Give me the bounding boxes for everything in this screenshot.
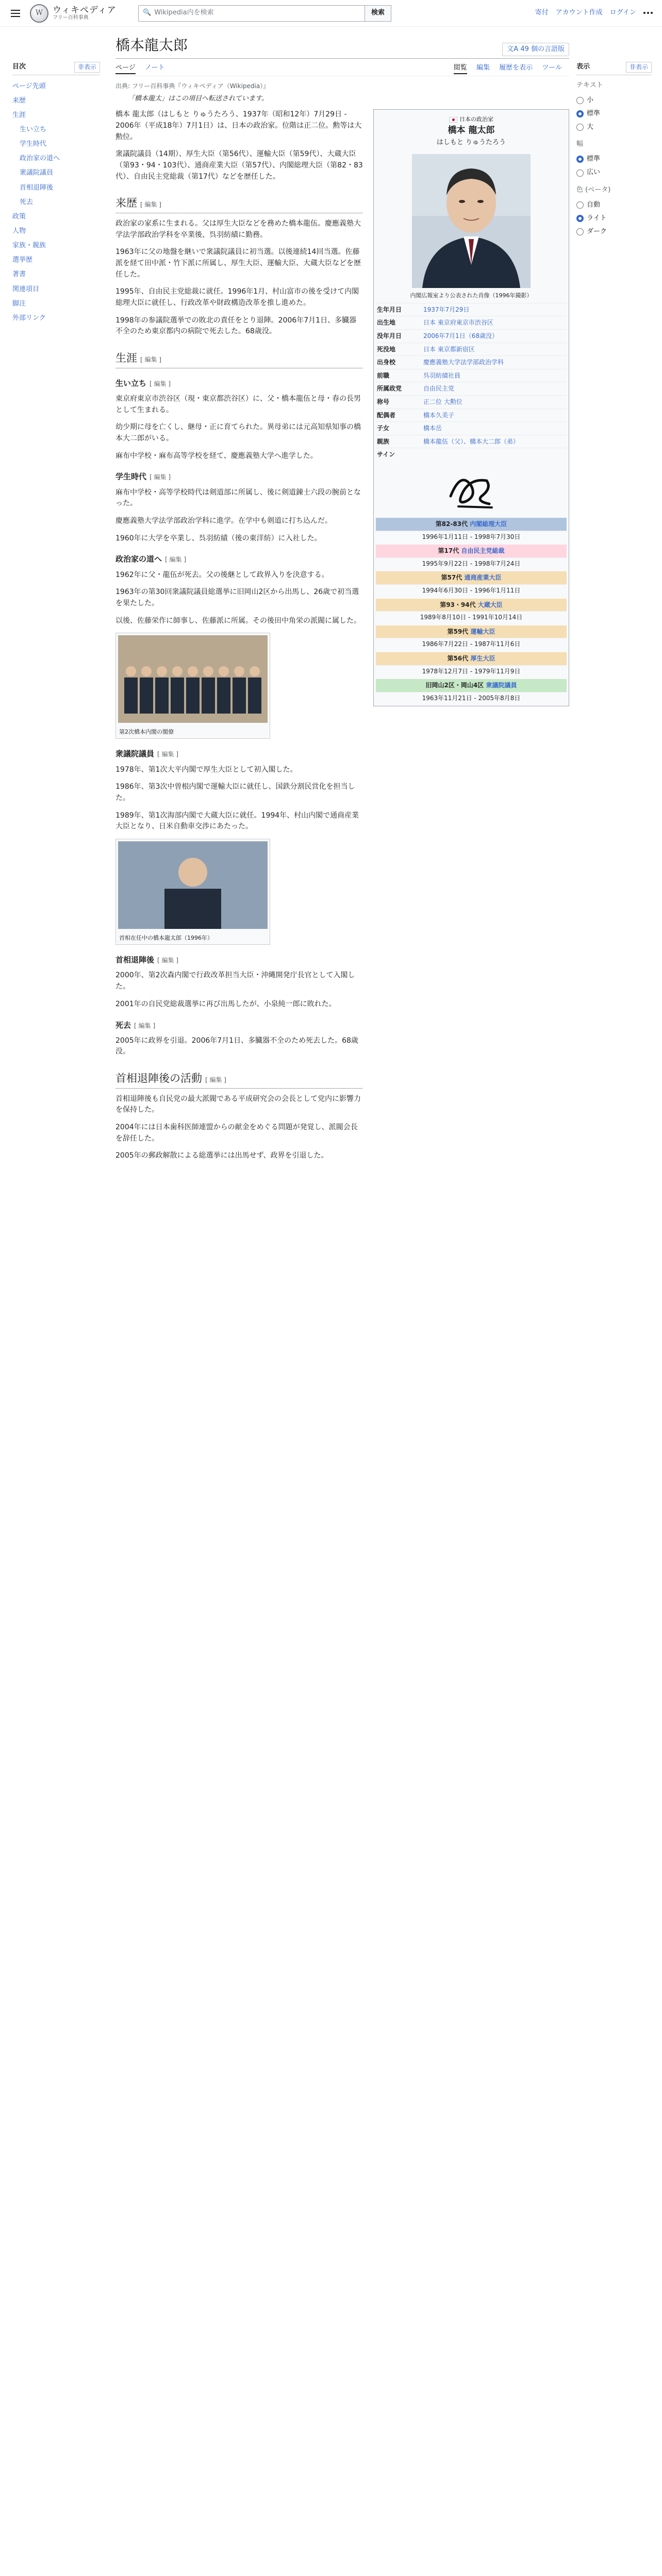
paragraph: 1998年の参議院選挙での敗北の責任をとり退陣。2006年7月1日、多臓器不全のため東京都内の病院で死去した。68歳没。 xyxy=(115,316,357,336)
paragraph: 1978年、第1次大平内閣で厚生大臣として初入閣した。 xyxy=(115,765,297,774)
paragraph: 政治家の家系に生まれる。父は厚生大臣などを務めた橋本龍伍。慶應義塾大学法学部政治学科を卒業後、呉羽紡績に勤務。 xyxy=(115,219,361,239)
source-note: 出典: フリー百科事典『ウィキペディア（Wikipedia）』 xyxy=(115,82,270,90)
infobox-value[interactable]: 日本 東京都新宿区 xyxy=(423,345,475,353)
width-label: 幅 xyxy=(576,140,584,148)
office-number: 第57代 xyxy=(441,574,462,582)
toc-list xyxy=(12,79,100,326)
office-term: 1986年7月22日 - 1987年11月6日 xyxy=(376,638,567,650)
toc-item[interactable]: 政策 xyxy=(12,212,26,221)
section-heading xyxy=(115,471,363,483)
infobox-row xyxy=(376,448,567,461)
figure-caption: 第2次橋本内閣の閣僚 xyxy=(119,728,174,736)
infobox-value[interactable]: 橋本久美子 xyxy=(423,411,455,419)
paragraph: 麻布中学校・麻布高等学校を経て、慶應義塾大学へ進学した。 xyxy=(115,451,318,460)
section-heading-text: 生い立ち xyxy=(115,378,147,388)
office-term: 1989年8月10日 - 1991年10月14日 xyxy=(376,611,567,623)
paragraph: 1963年に父の地盤を継いで衆議院議員に初当選。以後連続14回当選。佐藤派を経て田中派・竹下派に所属し、厚生大臣、運輸大臣、大蔵大臣などを歴任した。 xyxy=(115,248,361,279)
radio-selected-icon xyxy=(576,215,584,222)
more-options-icon[interactable] xyxy=(643,12,654,14)
office-term: 1978年12月7日 - 1979年11月9日 xyxy=(376,665,567,677)
appearance-hide-button[interactable]: 非表示 xyxy=(626,62,652,73)
office-term: 1996年1月11日 - 1998年7月30日 xyxy=(376,531,567,543)
infobox-value[interactable]: 1937年7月29日 xyxy=(423,306,470,313)
section-heading xyxy=(115,378,363,389)
infobox xyxy=(373,109,569,706)
paragraph: 1962年に父・龍伍が死去。父の後継として政界入りを決意する。 xyxy=(115,570,329,579)
tab-history[interactable]: 履歴を表示 xyxy=(499,64,533,72)
toc-item[interactable]: 生い立ち xyxy=(20,126,47,134)
toc-item[interactable]: 著書 xyxy=(12,270,26,279)
section-heading xyxy=(115,1070,363,1089)
paragraph: 2005年に政界を引退。2006年7月1日、多臓器不全のため死去した。68歳没。 xyxy=(115,1036,358,1056)
toc-item[interactable]: 政治家の道へ xyxy=(20,155,60,163)
tab-tools[interactable]: ツール xyxy=(542,64,562,72)
office-term: 1995年9月22日 - 1998年7月24日 xyxy=(376,557,567,570)
paragraph: 2000年、第2次森内閣で行政改革担当大臣・沖縄開発庁長官として入閣した。 xyxy=(115,971,355,991)
paragraph: 幼少期に母を亡くし、継母・正に育てられた。異母弟には元高知県知事の橋本大二郎がいる。 xyxy=(115,423,361,443)
infobox-row xyxy=(376,395,567,409)
infobox-row xyxy=(376,355,567,369)
infobox-key: 所属政党 xyxy=(377,385,402,393)
toc-hide-button[interactable]: 非表示 xyxy=(74,62,100,73)
radio-label: 標準 xyxy=(587,109,601,117)
infobox-key: 出生地 xyxy=(377,319,396,327)
infobox-row xyxy=(376,421,567,435)
office-heading xyxy=(376,679,567,692)
infobox-value[interactable]: 橋本岳 xyxy=(423,425,442,432)
search-form xyxy=(138,5,391,22)
figure-thumbnail[interactable] xyxy=(115,633,270,739)
text-size-standard[interactable] xyxy=(576,107,652,121)
width-standard[interactable] xyxy=(576,152,652,166)
create-account-link[interactable]: アカウント作成 xyxy=(555,9,603,17)
section-heading xyxy=(115,350,363,368)
width-wide[interactable] xyxy=(576,166,652,179)
office-heading xyxy=(376,571,567,584)
donate-link[interactable]: 寄付 xyxy=(535,9,549,17)
infobox-row xyxy=(376,382,567,395)
office-term: 1963年11月21日 - 2005年8月8日 xyxy=(376,692,567,704)
toc-item[interactable]: 衆議院議員 xyxy=(20,169,54,177)
edit-section-link[interactable]: [ 編集 ] xyxy=(140,201,161,209)
edit-section-link[interactable]: [ 編集 ] xyxy=(157,957,179,964)
tagline: フリー百科事典 xyxy=(53,15,89,21)
infobox-key: 称号 xyxy=(377,398,390,405)
infobox-key: 死没地 xyxy=(377,345,396,353)
section-heading xyxy=(115,748,363,760)
lead-paragraph: 橋本 龍太郎（はしもと りゅうたろう、1937年（昭和12年）7月29日 - 2006年（平成18年）7月1日）は、日本の政治家。位階は正二位。勲等は大勲位。 xyxy=(115,110,362,141)
infobox-value[interactable]: 慶應義塾大学法学部政治学科 xyxy=(423,359,504,366)
office-number: 第93・94代 xyxy=(440,601,476,608)
paragraph: 2005年の郵政解散による総選挙には出馬せず、政界を引退した。 xyxy=(115,1151,328,1160)
toc-item[interactable]: 首相退陣後 xyxy=(20,183,54,192)
article-main xyxy=(115,34,569,1168)
office-title[interactable]: 自由民主党総裁 xyxy=(461,547,505,555)
radio-label: 小 xyxy=(587,96,594,104)
office-number: 第59代 xyxy=(447,628,469,635)
tab-read[interactable]: 閲覧 xyxy=(454,64,467,74)
language-count: 49 個の言語版 xyxy=(520,45,565,54)
radio-label: 大 xyxy=(587,123,594,131)
toc-item[interactable]: 関連項目 xyxy=(12,285,40,293)
paragraph: 1963年の第30回衆議院議員総選挙に旧岡山2区から出馬し、26歳で初当選を果たした。 xyxy=(115,588,359,607)
section-heading xyxy=(115,1020,363,1031)
radio-icon xyxy=(576,124,584,131)
signature-image xyxy=(376,461,567,516)
infobox-key: 前職 xyxy=(377,371,390,379)
infobox-row xyxy=(376,329,567,343)
color-light[interactable] xyxy=(576,212,652,225)
infobox-value[interactable]: 日本 東京府東京市渋谷区 xyxy=(423,319,493,327)
main-menu-icon[interactable] xyxy=(8,6,23,21)
section-heading-text: 来歴 xyxy=(115,197,137,210)
toc-item[interactable]: 外部リンク xyxy=(12,314,46,322)
paragraph: 以後、佐藤栄作に師事し、佐藤派に所属。その後田中角栄の派閥に属した。 xyxy=(115,616,361,625)
edit-section-link[interactable]: [ 編集 ] xyxy=(150,380,171,387)
toc-title: 目次 xyxy=(12,63,26,71)
site-logo[interactable] xyxy=(30,4,128,23)
radio-icon xyxy=(576,228,584,235)
office-number: 旧岡山2区・岡山4区 xyxy=(425,682,484,689)
infobox-value[interactable]: 2006年7月1日（68歳没） xyxy=(423,332,499,340)
infobox-key: 没年月日 xyxy=(377,332,402,340)
language-icon: 文A xyxy=(507,45,521,54)
tab-edit[interactable]: 編集 xyxy=(476,64,490,72)
infobox-key: 配偶者 xyxy=(377,411,396,419)
office-heading xyxy=(376,652,567,665)
infobox-row xyxy=(376,435,567,448)
edit-section-link[interactable]: [ 編集 ] xyxy=(205,1076,226,1084)
paragraph: 東京府東京市渋谷区（現・東京都渋谷区）に、父・橋本龍伍と母・春の長男として生まれる。 xyxy=(115,394,361,414)
text-size-large[interactable] xyxy=(576,121,652,134)
section-heading-text: 学生時代 xyxy=(115,472,147,482)
infobox-key: 出身校 xyxy=(377,359,396,366)
toc-item[interactable]: 人物 xyxy=(12,227,26,235)
paragraph: 首相退陣後も自民党の最大派閥である平成研究会の会長として党内に影響力を保持した。 xyxy=(115,1094,361,1114)
paragraph: 1986年、第3次中曽根内閣で運輸大臣に就任し、国鉄分割民営化を担当した。 xyxy=(115,783,355,803)
paragraph: 慶應義塾大学法学部政治学科に進学。在学中も剣道に打ち込んだ。 xyxy=(115,516,332,525)
infobox-row xyxy=(376,409,567,422)
infobox-row xyxy=(376,369,567,382)
tab-page[interactable]: ページ xyxy=(115,64,136,74)
appearance-title: 表示 xyxy=(576,63,590,71)
tab-talk[interactable]: ノート xyxy=(144,64,165,72)
text-size-label: テキスト xyxy=(576,81,603,89)
figure-image xyxy=(118,841,268,929)
language-selector[interactable] xyxy=(502,43,569,56)
section-heading-text: 衆議院議員 xyxy=(115,749,155,759)
wikipedia-globe-icon: W xyxy=(30,4,48,23)
radio-icon xyxy=(576,201,584,209)
table-of-contents xyxy=(12,62,100,326)
figure-thumbnail[interactable] xyxy=(115,839,270,945)
wordmark: ウィキペディア xyxy=(53,5,117,15)
office-title[interactable]: 衆議院議員 xyxy=(486,682,517,689)
hatnote: 「橋本龍太」はこの項目へ転送されています。 xyxy=(128,95,268,103)
infobox-offices xyxy=(376,518,567,704)
user-links xyxy=(535,8,654,18)
infobox-rows xyxy=(376,303,567,461)
section-heading xyxy=(115,195,363,213)
paragraph: 1960年に大学を卒業し、呉羽紡績（後の東洋紡）に入社した。 xyxy=(115,534,322,543)
radio-icon xyxy=(576,97,584,104)
office-number: 第82-83代 xyxy=(435,520,468,528)
toc-item[interactable]: 死去 xyxy=(20,198,34,206)
radio-selected-icon xyxy=(576,110,584,117)
search-button[interactable]: 検索 xyxy=(365,5,391,22)
toc-item[interactable]: 選挙歴 xyxy=(12,256,33,264)
office-title[interactable]: 大蔵大臣 xyxy=(477,601,503,608)
radio-selected-icon xyxy=(576,156,584,163)
office-title[interactable]: 運輸大臣 xyxy=(470,628,495,635)
infobox-value[interactable]: 自由民主党 xyxy=(423,385,455,393)
infobox-key: 生年月日 xyxy=(377,306,402,313)
section-heading-text: 首相退陣後 xyxy=(115,955,155,965)
paragraph: 1989年、第1次海部内閣で大蔵大臣に就任。1994年、村山内閣で通商産業大臣となり、日米自動車交渉にあたった。 xyxy=(115,811,359,831)
site-header xyxy=(0,0,662,27)
infobox-row xyxy=(376,343,567,356)
section-heading xyxy=(115,954,363,966)
section-heading xyxy=(115,553,363,565)
paragraph: 麻布中学校・高等学校時代は剣道部に所属し、後に剣道錬士六段の腕前となった。 xyxy=(115,488,361,508)
section-heading-text: 首相退陣後の活動 xyxy=(115,1072,202,1085)
office-heading xyxy=(376,545,567,557)
office-title[interactable]: 内閣総理大臣 xyxy=(470,520,507,528)
infobox-value[interactable]: 呉羽紡績社員 xyxy=(423,371,461,379)
section-heading-text: 死去 xyxy=(115,1020,131,1030)
infobox-value[interactable]: 正二位 大勲位 xyxy=(423,398,462,405)
article-text xyxy=(115,109,363,1162)
radio-label: ライト xyxy=(587,214,607,222)
toc-item[interactable]: 生涯 xyxy=(12,111,26,119)
article-body xyxy=(115,109,569,1162)
infobox-role: 日本の政治家 xyxy=(376,115,567,124)
figure-caption: 首相在任中の橋本龍太郎（1996年） xyxy=(119,935,213,942)
toc-item[interactable]: 家族・親族 xyxy=(12,242,46,250)
portrait-photo[interactable] xyxy=(376,154,567,288)
office-title[interactable]: 通商産業大臣 xyxy=(464,574,502,582)
radio-label: 広い xyxy=(587,168,601,177)
edit-section-link[interactable]: [ 編集 ] xyxy=(134,1022,156,1029)
office-number: 第56代 xyxy=(447,654,469,662)
radio-label: 標準 xyxy=(587,155,601,163)
office-heading xyxy=(376,518,567,531)
color-auto[interactable] xyxy=(576,198,652,212)
office-heading xyxy=(376,625,567,638)
search-icon: 🔍 xyxy=(143,9,152,17)
toc-item[interactable]: ページ先頭 xyxy=(12,82,46,90)
infobox-kana: はしもと りゅうたろう xyxy=(436,138,506,146)
page-tabs xyxy=(115,63,569,76)
radio-icon xyxy=(576,170,584,177)
radio-label: 自動 xyxy=(587,200,601,209)
appearance-panel xyxy=(576,62,652,239)
color-dark[interactable] xyxy=(576,225,652,239)
japan-flag-icon xyxy=(449,117,457,123)
office-title[interactable]: 厚生大臣 xyxy=(470,654,495,662)
paragraph: 2001年の自民党総裁選挙に再び出馬したが、小泉純一郎に敗れた。 xyxy=(115,999,336,1008)
edit-section-link[interactable]: [ 編集 ] xyxy=(140,356,161,364)
search-input[interactable] xyxy=(138,5,365,22)
radio-label: ダーク xyxy=(587,228,607,235)
search-placeholder: Wikipedia内を検索 xyxy=(154,9,214,17)
infobox-row xyxy=(376,303,567,316)
infobox-name: 橋本 龍太郎 xyxy=(448,125,495,136)
office-number: 第17代 xyxy=(438,547,459,555)
office-heading xyxy=(376,599,567,612)
toc-item[interactable]: 脚注 xyxy=(12,299,26,308)
lead-paragraph: 衆議院議員（14期）、厚生大臣（第56代）、運輸大臣（第59代）、大蔵大臣（第93・94・103代）、通商産業大臣（第57代）、内閣総理大臣（第82・83代）、自由民主党総裁（第17代）などを歴任した。 xyxy=(115,150,363,181)
edit-section-link[interactable]: [ 編集 ] xyxy=(150,473,171,481)
infobox-key: 親族 xyxy=(377,437,390,445)
text-size-small[interactable] xyxy=(576,94,652,107)
toc-item[interactable]: 学生時代 xyxy=(20,140,47,148)
infobox-row xyxy=(376,316,567,329)
edit-section-link[interactable]: [ 編集 ] xyxy=(165,556,187,564)
paragraph: 1995年、自由民主党総裁に就任。1996年1月、村山富市の後を受けて内閣総理大臣に就任し、行政改革や財政構造改革を推し進めた。 xyxy=(115,287,359,308)
figure-image xyxy=(118,635,268,723)
signature-label: サイン xyxy=(377,451,395,459)
section-heading-text: 政治家の道へ xyxy=(115,554,162,564)
color-label: 色 (ベータ) xyxy=(576,185,611,194)
edit-section-link[interactable]: [ 編集 ] xyxy=(157,751,179,758)
infobox-key: 子女 xyxy=(377,425,390,432)
section-heading-text: 生涯 xyxy=(115,352,137,365)
photo-caption: 内閣広報室より公表された肖像（1996年撮影） xyxy=(410,292,533,299)
toc-item[interactable]: 来歴 xyxy=(12,96,26,105)
paragraph: 2004年には日本歯科医師連盟からの献金をめぐる問題が発覚し、派閥会長を辞任した。 xyxy=(115,1123,358,1143)
infobox-value[interactable]: 橋本龍伍（父）、橋本大二郎（弟） xyxy=(423,437,520,445)
login-link[interactable]: ログイン xyxy=(609,9,636,17)
page-title: 橋本龍太郎 xyxy=(115,37,188,54)
office-term: 1994年6月30日 - 1996年1月11日 xyxy=(376,584,567,597)
